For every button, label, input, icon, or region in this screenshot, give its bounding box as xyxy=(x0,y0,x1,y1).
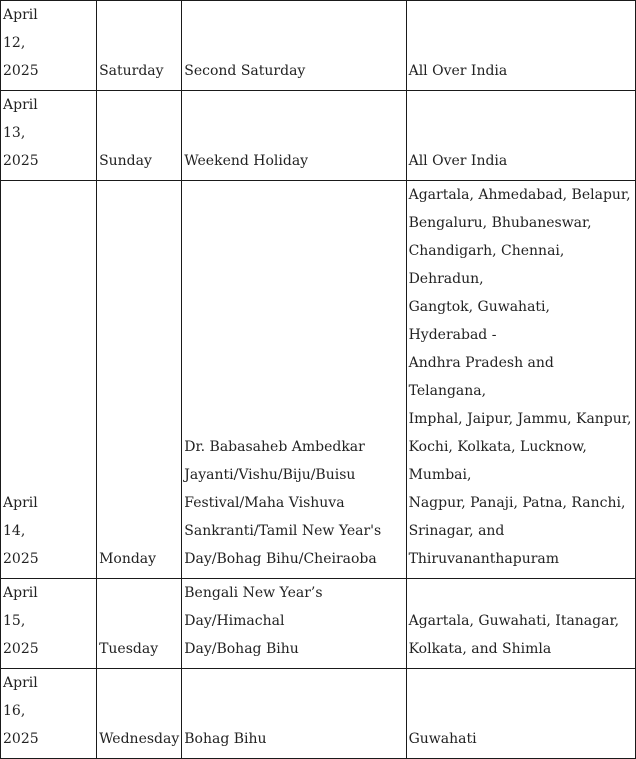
weekday-cell xyxy=(97,579,182,669)
holiday-name-line: Second Saturday xyxy=(184,63,306,79)
weekday-cell xyxy=(97,669,182,759)
date-day: 12, xyxy=(3,35,26,51)
weekday-text: Monday xyxy=(99,551,157,567)
region-line: Agartala, Guwahati, Itanagar, xyxy=(408,613,620,629)
weekday-cell xyxy=(97,1,182,91)
region-line: Agartala, Ahmedabad, Belapur, xyxy=(408,187,631,203)
weekday-text: Saturday xyxy=(99,63,164,79)
region-cell xyxy=(406,91,635,181)
date-year: 2025 xyxy=(3,641,39,657)
region-line: All Over India xyxy=(408,63,508,79)
region-line: Gangtok, Guwahati, Hyderabad - xyxy=(408,299,550,343)
holiday-name-line: Day/Bohag Bihu xyxy=(184,641,299,657)
date-month: April xyxy=(3,585,38,601)
date-day: 16, xyxy=(3,703,26,719)
table-row xyxy=(1,91,636,181)
holiday-name-cell xyxy=(182,579,406,669)
region-cell xyxy=(406,1,635,91)
weekday-cell xyxy=(97,181,182,579)
date-cell xyxy=(1,181,97,579)
date-year: 2025 xyxy=(3,63,39,79)
region-line: Nagpur, Panaji, Patna, Ranchi, xyxy=(408,495,626,511)
table-row xyxy=(1,181,636,579)
region-line: Srinagar, and Thiruvananthapuram xyxy=(408,523,560,567)
weekday-cell xyxy=(97,91,182,181)
date-year: 2025 xyxy=(3,551,39,567)
holiday-name-cell xyxy=(182,669,406,759)
date-day: 15, xyxy=(3,613,26,629)
weekday-text: Wednesday xyxy=(99,731,180,747)
region-line: Kolkata, and Shimla xyxy=(408,641,552,657)
holiday-name-line: Dr. Babasaheb Ambedkar xyxy=(184,439,365,455)
date-year: 2025 xyxy=(3,153,39,169)
holiday-name-line: Weekend Holiday xyxy=(184,153,309,169)
date-month: April xyxy=(3,97,38,113)
holiday-name-line: Bengali New Year’s Day/Himachal xyxy=(184,585,323,629)
date-month: April xyxy=(3,495,38,511)
date-cell xyxy=(1,579,97,669)
table-row xyxy=(1,579,636,669)
region-line: Bengaluru, Bhubaneswar, xyxy=(408,215,592,231)
date-year: 2025 xyxy=(3,731,39,747)
holiday-name-line: Festival/Maha Vishuva xyxy=(184,495,345,511)
holiday-name-line: Day/Bohag Bihu/Cheiraoba xyxy=(184,551,377,567)
date-month: April xyxy=(3,7,38,23)
region-cell xyxy=(406,579,635,669)
table-row xyxy=(1,669,636,759)
weekday-text: Sunday xyxy=(99,153,152,169)
holiday-name-cell xyxy=(182,91,406,181)
date-day: 14, xyxy=(3,523,26,539)
holiday-name-line: Sankranti/Tamil New Year's xyxy=(184,523,382,539)
region-line: Imphal, Jaipur, Jammu, Kanpur, xyxy=(408,411,632,427)
table-row xyxy=(1,1,636,91)
region-line: Kochi, Kolkata, Lucknow, Mumbai, xyxy=(408,439,587,483)
weekday-text: Tuesday xyxy=(99,641,159,657)
region-line: Chandigarh, Chennai, Dehradun, xyxy=(408,243,565,287)
region-line: All Over India xyxy=(408,153,508,169)
holiday-name-line: Bohag Bihu xyxy=(184,731,267,747)
date-cell xyxy=(1,669,97,759)
region-line: Andhra Pradesh and Telangana, xyxy=(408,355,554,399)
holiday-name-line: Jayanti/Vishu/Biju/Buisu xyxy=(184,467,356,483)
region-cell xyxy=(406,669,635,759)
holiday-name-cell xyxy=(182,181,406,579)
holiday-name-cell xyxy=(182,1,406,91)
date-cell xyxy=(1,91,97,181)
date-day: 13, xyxy=(3,125,26,141)
region-line: Guwahati xyxy=(408,731,477,747)
region-cell xyxy=(406,181,635,579)
date-month: April xyxy=(3,675,38,691)
date-cell xyxy=(1,1,97,91)
